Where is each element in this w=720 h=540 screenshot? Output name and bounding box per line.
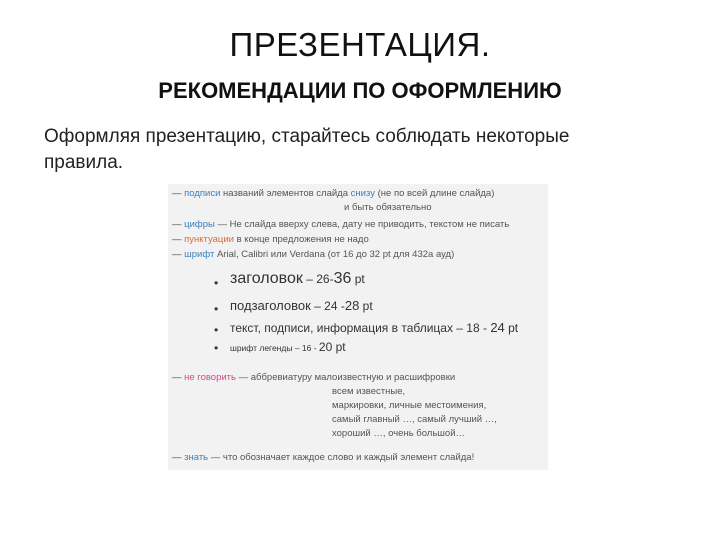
intro-line-1: Оформляя презентацию, старайтесь соблюдать некоторые (44, 126, 570, 147)
bullet-icon: • (214, 302, 219, 316)
do-not-say-item-3: самый главный …, самый лучший …, (332, 414, 497, 425)
size-body-text: текст, подписи, информация в таблицах – 18 - 24 pt (230, 320, 519, 335)
keyword-captions: подписи (184, 188, 221, 199)
rule-captions: — подписи названий элементов слайда снизу (не по всей длине слайда) (172, 188, 495, 199)
keyword-do-not-say: не говорить (184, 372, 236, 383)
intro-text (44, 124, 684, 176)
rule-font: — шрифт Arial, Calibri или Verdana (от 16 до 32 pt для 432а ауд) (172, 249, 455, 260)
rule-do-not-say: — не говорить — аббревиатуру малоизвестную и расшифровки (172, 372, 456, 383)
page-title: ПРЕЗЕНТАЦИЯ. (229, 26, 491, 63)
size-legend: шрифт легенды – 16 - 20 pt (230, 340, 346, 354)
bullet-icon: • (214, 341, 219, 355)
keyword-font: шрифт (184, 249, 215, 260)
rule-punctuation: — пунктуации в конце предложения не надо (172, 234, 369, 245)
rule-captions-cont: и быть обязательно (344, 202, 432, 213)
do-not-say-item-2: маркировки, личные местоимения, (332, 400, 487, 411)
keyword-below: снизу (350, 188, 375, 199)
rule-know: — знать — что обозначает каждое слово и каждый элемент слайда! (172, 452, 475, 463)
keyword-digits: цифры (184, 219, 215, 230)
do-not-say-item-4: хороший …, очень большой… (332, 428, 466, 439)
keyword-know: знать (184, 452, 209, 463)
size-subheading: подзаголовок – 24 -28 pt (230, 298, 373, 313)
keyword-punctuation: пунктуации (184, 234, 234, 245)
bullet-icon: • (214, 276, 219, 290)
size-heading: заголовок – 26-36 pt (230, 270, 365, 287)
rule-digits: — цифры — Не слайда вверху слева, дату не приводить, текстом не писать (172, 219, 510, 230)
intro-line-2: правила. (44, 152, 124, 173)
do-not-say-item-1: всем известные, (332, 386, 406, 397)
rules-image-card (168, 184, 548, 470)
bullet-icon: • (214, 323, 219, 337)
page-subtitle: РЕКОМЕНДАЦИИ ПО ОФОРМЛЕНИЮ (158, 78, 562, 103)
